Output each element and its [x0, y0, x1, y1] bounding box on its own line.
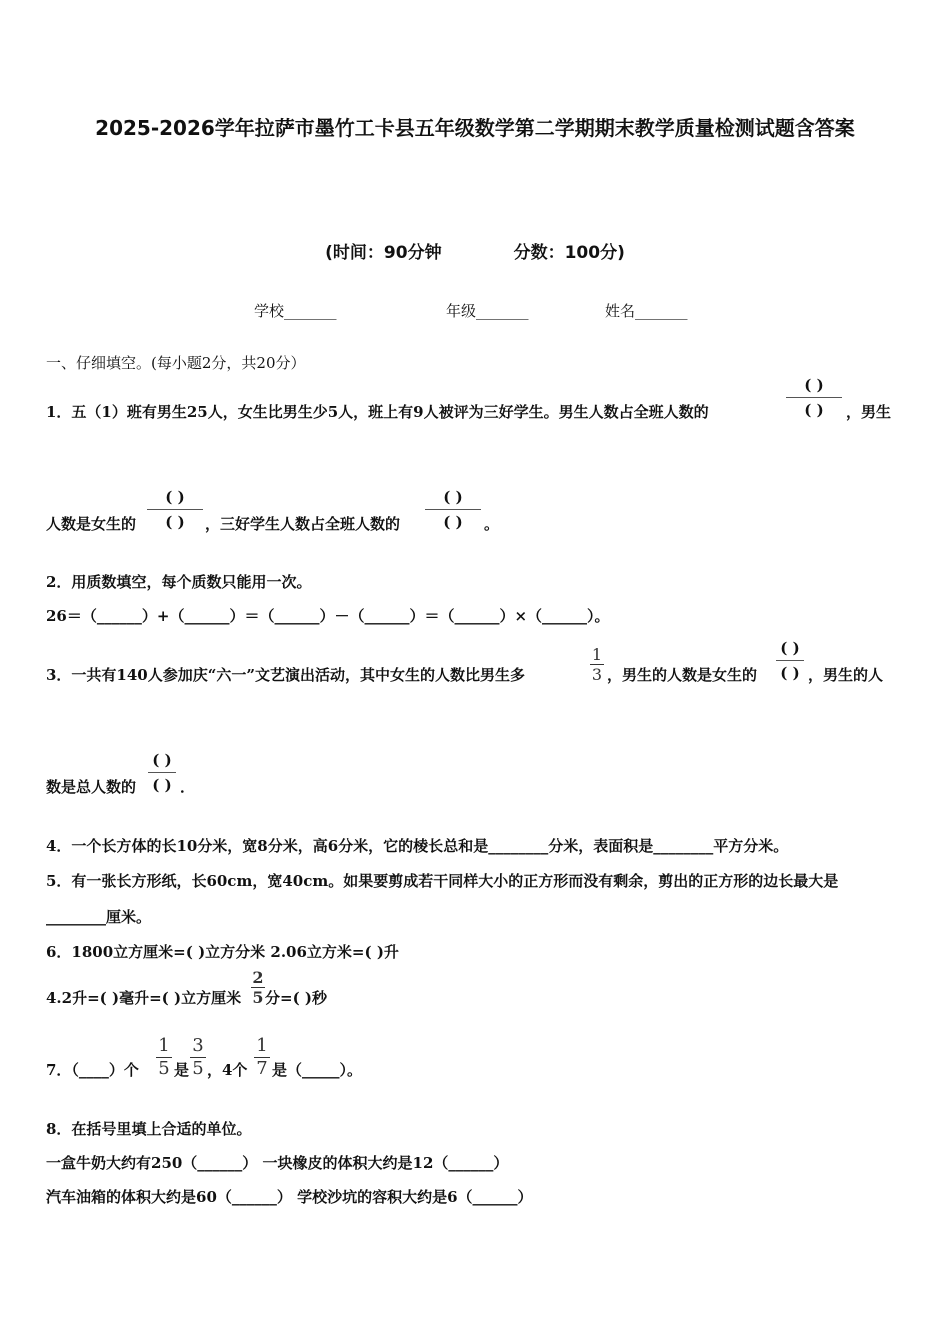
- q1-line2-mid: ，三好学生人数占全班人数的: [205, 515, 401, 533]
- q7-f3-den: 7: [256, 1058, 268, 1079]
- q6-line2: 4.2升=( )毫升=( )立方厘米: [46, 989, 242, 1007]
- q1-fraction-2[interactable]: [147, 486, 203, 533]
- q6-line2-end: 分=( )秒: [265, 989, 327, 1007]
- q6-frac-num: 2: [252, 968, 264, 987]
- q7-fraction-3: [254, 1036, 270, 1079]
- q3-fraction-1[interactable]: [776, 637, 804, 684]
- q6-line1: 6．1800立方厘米=( )立方分米 2.06立方米=( )升: [46, 943, 399, 961]
- q1-line1: 1．五（1）班有男生25人，女生比男生少5人，班上有9人被评为三好学生。男生人数占全班人数的: [46, 403, 709, 421]
- q3-f2-den: ( ): [152, 776, 172, 794]
- q8-row2: 汽车油箱的体积大约是60（______） 学校沙坑的容积大约是6（______）: [46, 1188, 533, 1206]
- q1-fraction-1[interactable]: [786, 374, 842, 421]
- q1-f1-den: ( ): [804, 401, 824, 419]
- q3-line2: 数是总人数的: [46, 778, 137, 796]
- q7-f1-num: 1: [158, 1035, 170, 1056]
- q6-fraction-two-fifths: [251, 969, 265, 1006]
- score-label: 分数：100分): [513, 243, 625, 263]
- q2-instruction: 2．用质数填空，每个质数只能用一次。: [46, 573, 312, 591]
- q8-row1: 一盒牛奶大约有250（______） 一块橡皮的体积大约是12（______）: [46, 1154, 509, 1172]
- q3-line1: 3．一共有140人参加庆“六一”文艺演出活动，其中女生的人数比男生多: [46, 666, 526, 684]
- q2-equation: 26＝（______）+（______）＝（______）－（______）＝（______）×（______）。: [46, 607, 610, 625]
- q1-f1-num: ( ): [804, 376, 824, 394]
- q3-f1-den: ( ): [780, 664, 800, 682]
- q8-instruction: 8．在括号里填上合适的单位。: [46, 1120, 252, 1138]
- exam-meta: [0, 238, 950, 263]
- q5-line2: ________厘米。: [46, 908, 152, 926]
- q3-f2-num: ( ): [152, 751, 172, 769]
- q7-fraction-2: [190, 1036, 206, 1079]
- name-field[interactable]: 姓名_______: [605, 302, 688, 320]
- q5-line1: 5．有一张长方形纸，长60cm，宽40cm。如果要剪成若干同样大小的正方形而没有剩余，剪出的正方形的边长最大是: [46, 872, 839, 890]
- q1-line1-end: ，男生: [846, 403, 892, 421]
- section-heading: 一、仔细填空。(每小题2分，共20分）: [46, 354, 306, 372]
- grade-field[interactable]: 年级_______: [446, 302, 529, 320]
- q1-line2-start: 人数是女生的: [46, 515, 137, 533]
- q7-mid1: 是: [174, 1061, 190, 1079]
- q7-f2-num: 3: [192, 1035, 204, 1056]
- q6-frac-den: 5: [252, 988, 264, 1007]
- q7-f3-num: 1: [256, 1035, 268, 1056]
- q4-text: 4．一个长方体的长10分米，宽8分米，高6分米，它的棱长总和是________分米，表面积是________平方分米。: [46, 837, 789, 855]
- school-field[interactable]: 学校_______: [254, 302, 337, 320]
- q3-frac-den: 3: [591, 665, 603, 684]
- q1-f3-den: ( ): [443, 513, 463, 531]
- q1-fraction-3[interactable]: [425, 486, 481, 533]
- q7-f2-den: 5: [192, 1058, 204, 1079]
- q3-line1-end: ，男生的人: [808, 666, 884, 684]
- q3-line2-end: ．: [180, 778, 196, 796]
- q7-end: 是（_____）。: [272, 1061, 363, 1079]
- q3-fraction-2[interactable]: [148, 749, 176, 796]
- q3-fraction-one-third: [590, 646, 604, 683]
- q3-line1-mid: ，男生的人数是女生的: [607, 666, 758, 684]
- time-label: (时间：90分钟: [325, 243, 442, 263]
- q7-fraction-1: [156, 1036, 172, 1079]
- q7-mid2: ，4个: [207, 1061, 248, 1079]
- q1-f3-num: ( ): [443, 488, 463, 506]
- q1-f2-den: ( ): [165, 513, 185, 531]
- page-title: 2025-2026学年拉萨市墨竹工卡县五年级数学第二学期期末教学质量检测试题含答案: [95, 116, 855, 140]
- q3-frac-num: 1: [591, 645, 603, 664]
- q7-f1-den: 5: [158, 1058, 170, 1079]
- q3-f1-num: ( ): [780, 639, 800, 657]
- q1-f2-num: ( ): [165, 488, 185, 506]
- q7-start: 7．（____）个: [46, 1061, 139, 1079]
- q1-line2-end: 。: [484, 515, 500, 533]
